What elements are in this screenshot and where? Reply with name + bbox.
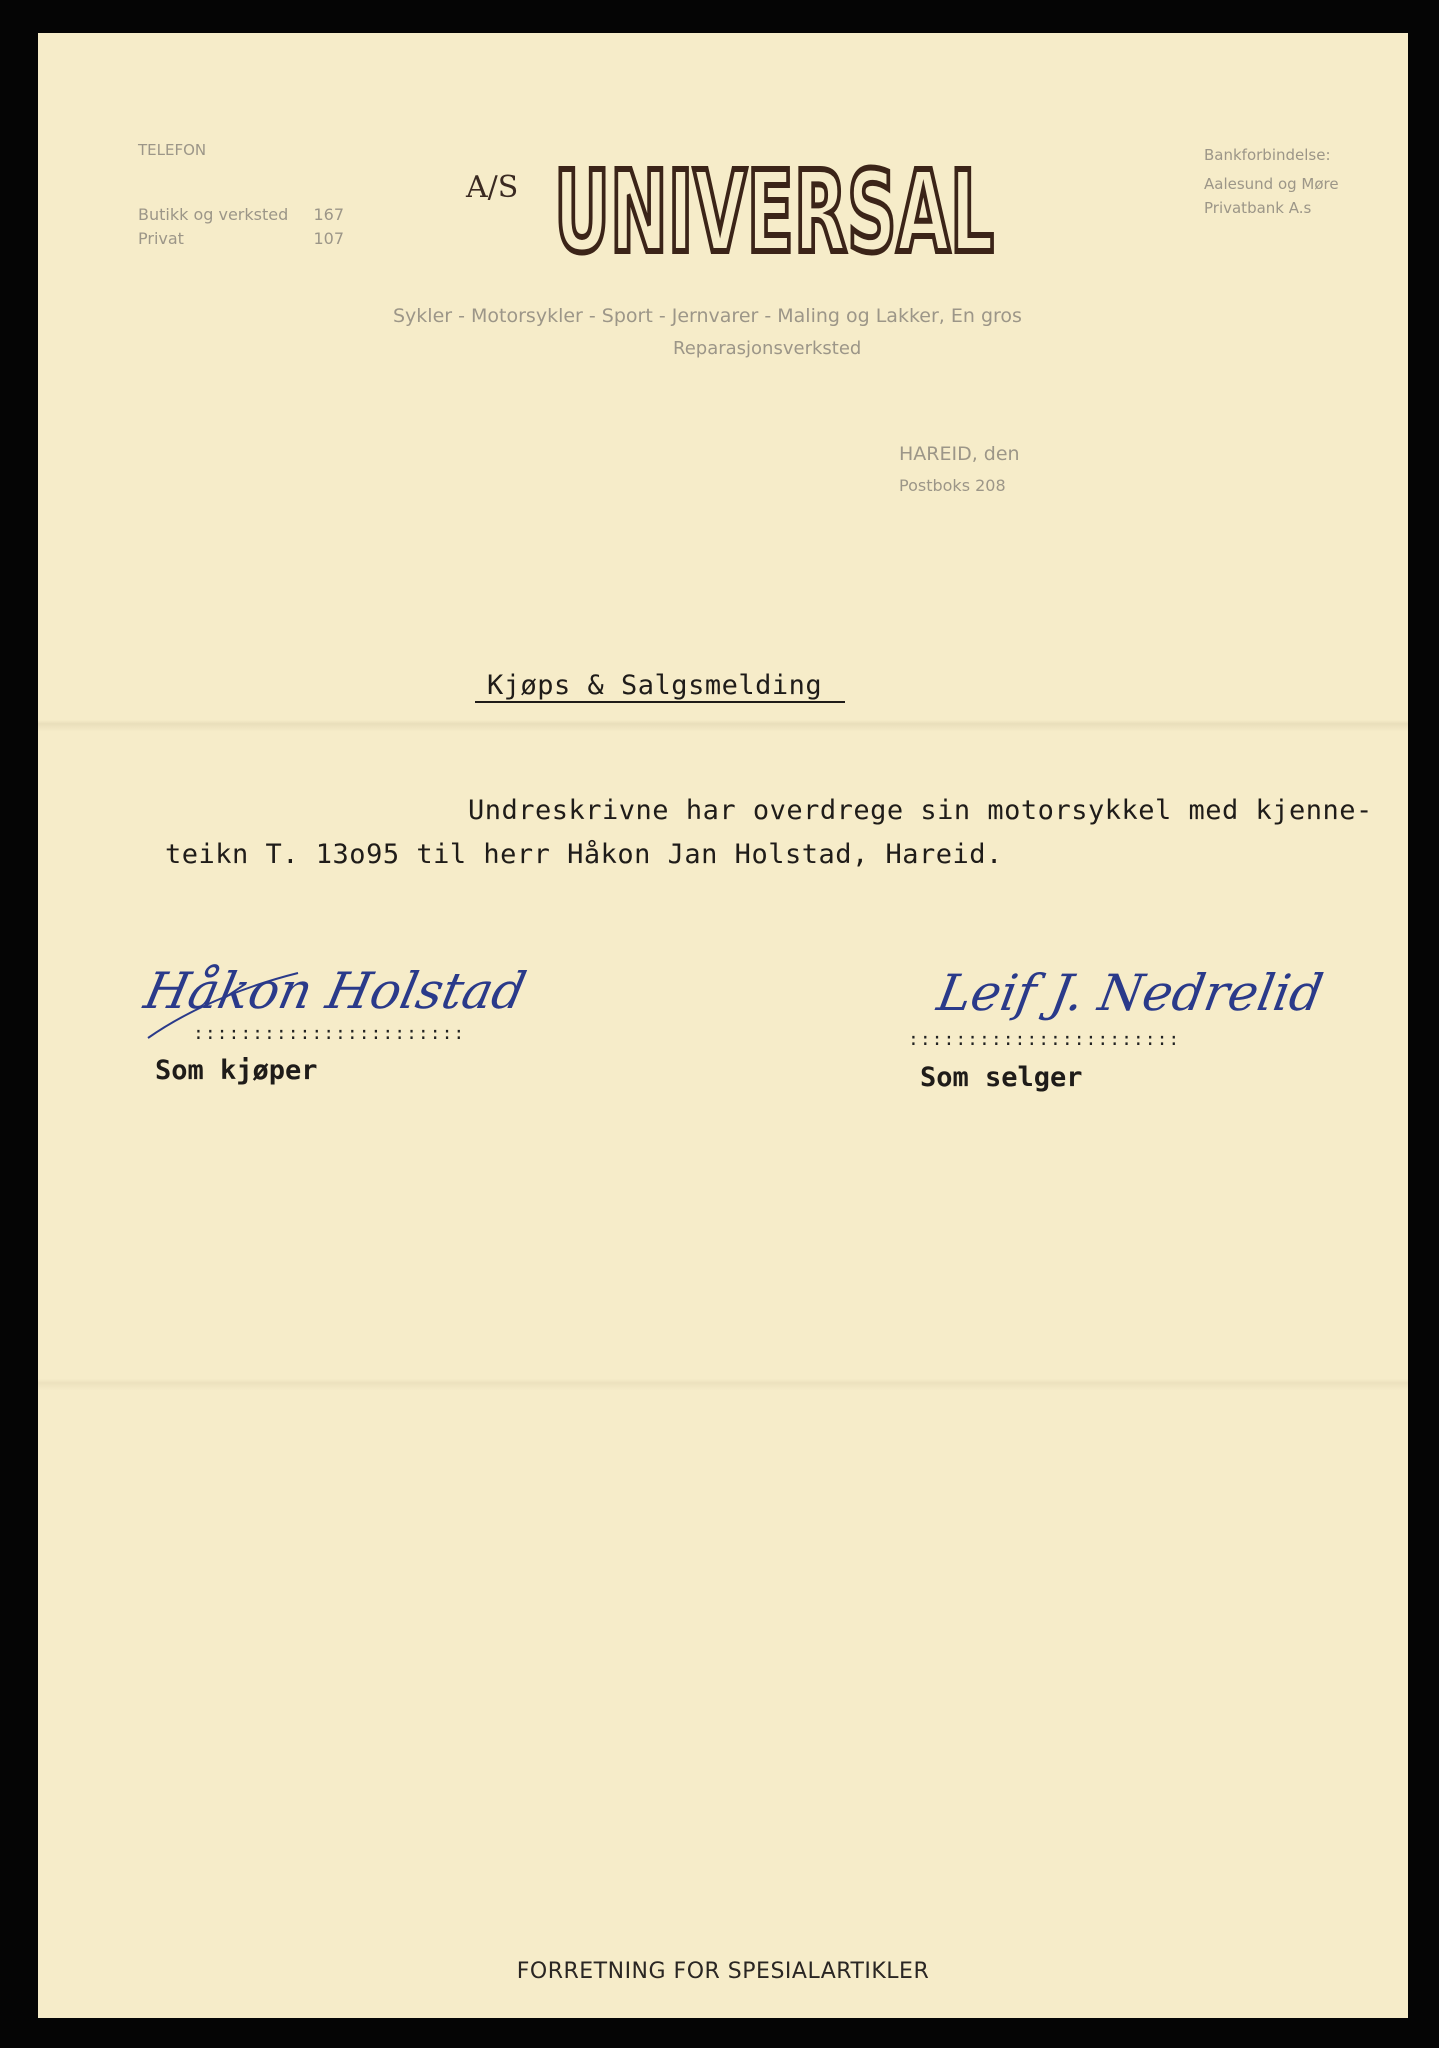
seller-role: Som selger bbox=[920, 1062, 1083, 1093]
buyer-signature-text: Håkon Holstad bbox=[139, 961, 532, 1020]
body-line-2: teikn T. 13o95 til herr Håkon Jan Holstad, Hareid. bbox=[165, 839, 1003, 870]
phone-row-private bbox=[138, 229, 344, 248]
title-underline bbox=[475, 701, 845, 703]
letter-footer: FORRETNING FOR SPESIALARTIKLER bbox=[516, 1959, 930, 1984]
company-tagline-2: Reparasjonsverksted bbox=[673, 338, 862, 359]
phone-label: Butikk og verksted bbox=[138, 205, 289, 224]
phone-label: Privat bbox=[138, 229, 184, 248]
seller-dot-line: ::::::::::::::::::::::: bbox=[908, 1029, 1181, 1050]
company-tagline: Sykler - Motorsykler - Sport - Jernvarer - Maling og Lakker, En gros bbox=[393, 305, 1022, 327]
letter-page bbox=[38, 33, 1408, 2018]
company-name: UNIVERSAL bbox=[554, 148, 994, 273]
body-line-1: Undreskrivne har overdrege sin motorsykkel med kjenne- bbox=[468, 795, 1373, 826]
buyer-role: Som kjøper bbox=[155, 1055, 318, 1086]
postbox: Postboks 208 bbox=[899, 476, 1006, 495]
company-logo bbox=[548, 145, 1000, 273]
telefon-label: TELEFON bbox=[138, 141, 207, 159]
company-prefix: A/S bbox=[466, 170, 519, 205]
phone-number: 167 bbox=[313, 205, 344, 224]
bank-line-2: Privatbank A.s bbox=[1204, 199, 1312, 217]
buyer-dot-line: ::::::::::::::::::::::: bbox=[193, 1023, 466, 1044]
seller-signature bbox=[918, 938, 1378, 1038]
bank-label: Bankforbindelse: bbox=[1204, 146, 1331, 164]
phone-number: 107 bbox=[313, 229, 344, 248]
phone-row-shop bbox=[138, 205, 344, 224]
letter-title: Kjøps & Salgsmelding bbox=[487, 670, 823, 701]
seller-signature-text: Leif J. Nedrelid bbox=[933, 963, 1328, 1022]
place-date-line: HAREID, den bbox=[899, 443, 1020, 465]
bank-line-1: Aalesund og Møre bbox=[1204, 175, 1339, 193]
